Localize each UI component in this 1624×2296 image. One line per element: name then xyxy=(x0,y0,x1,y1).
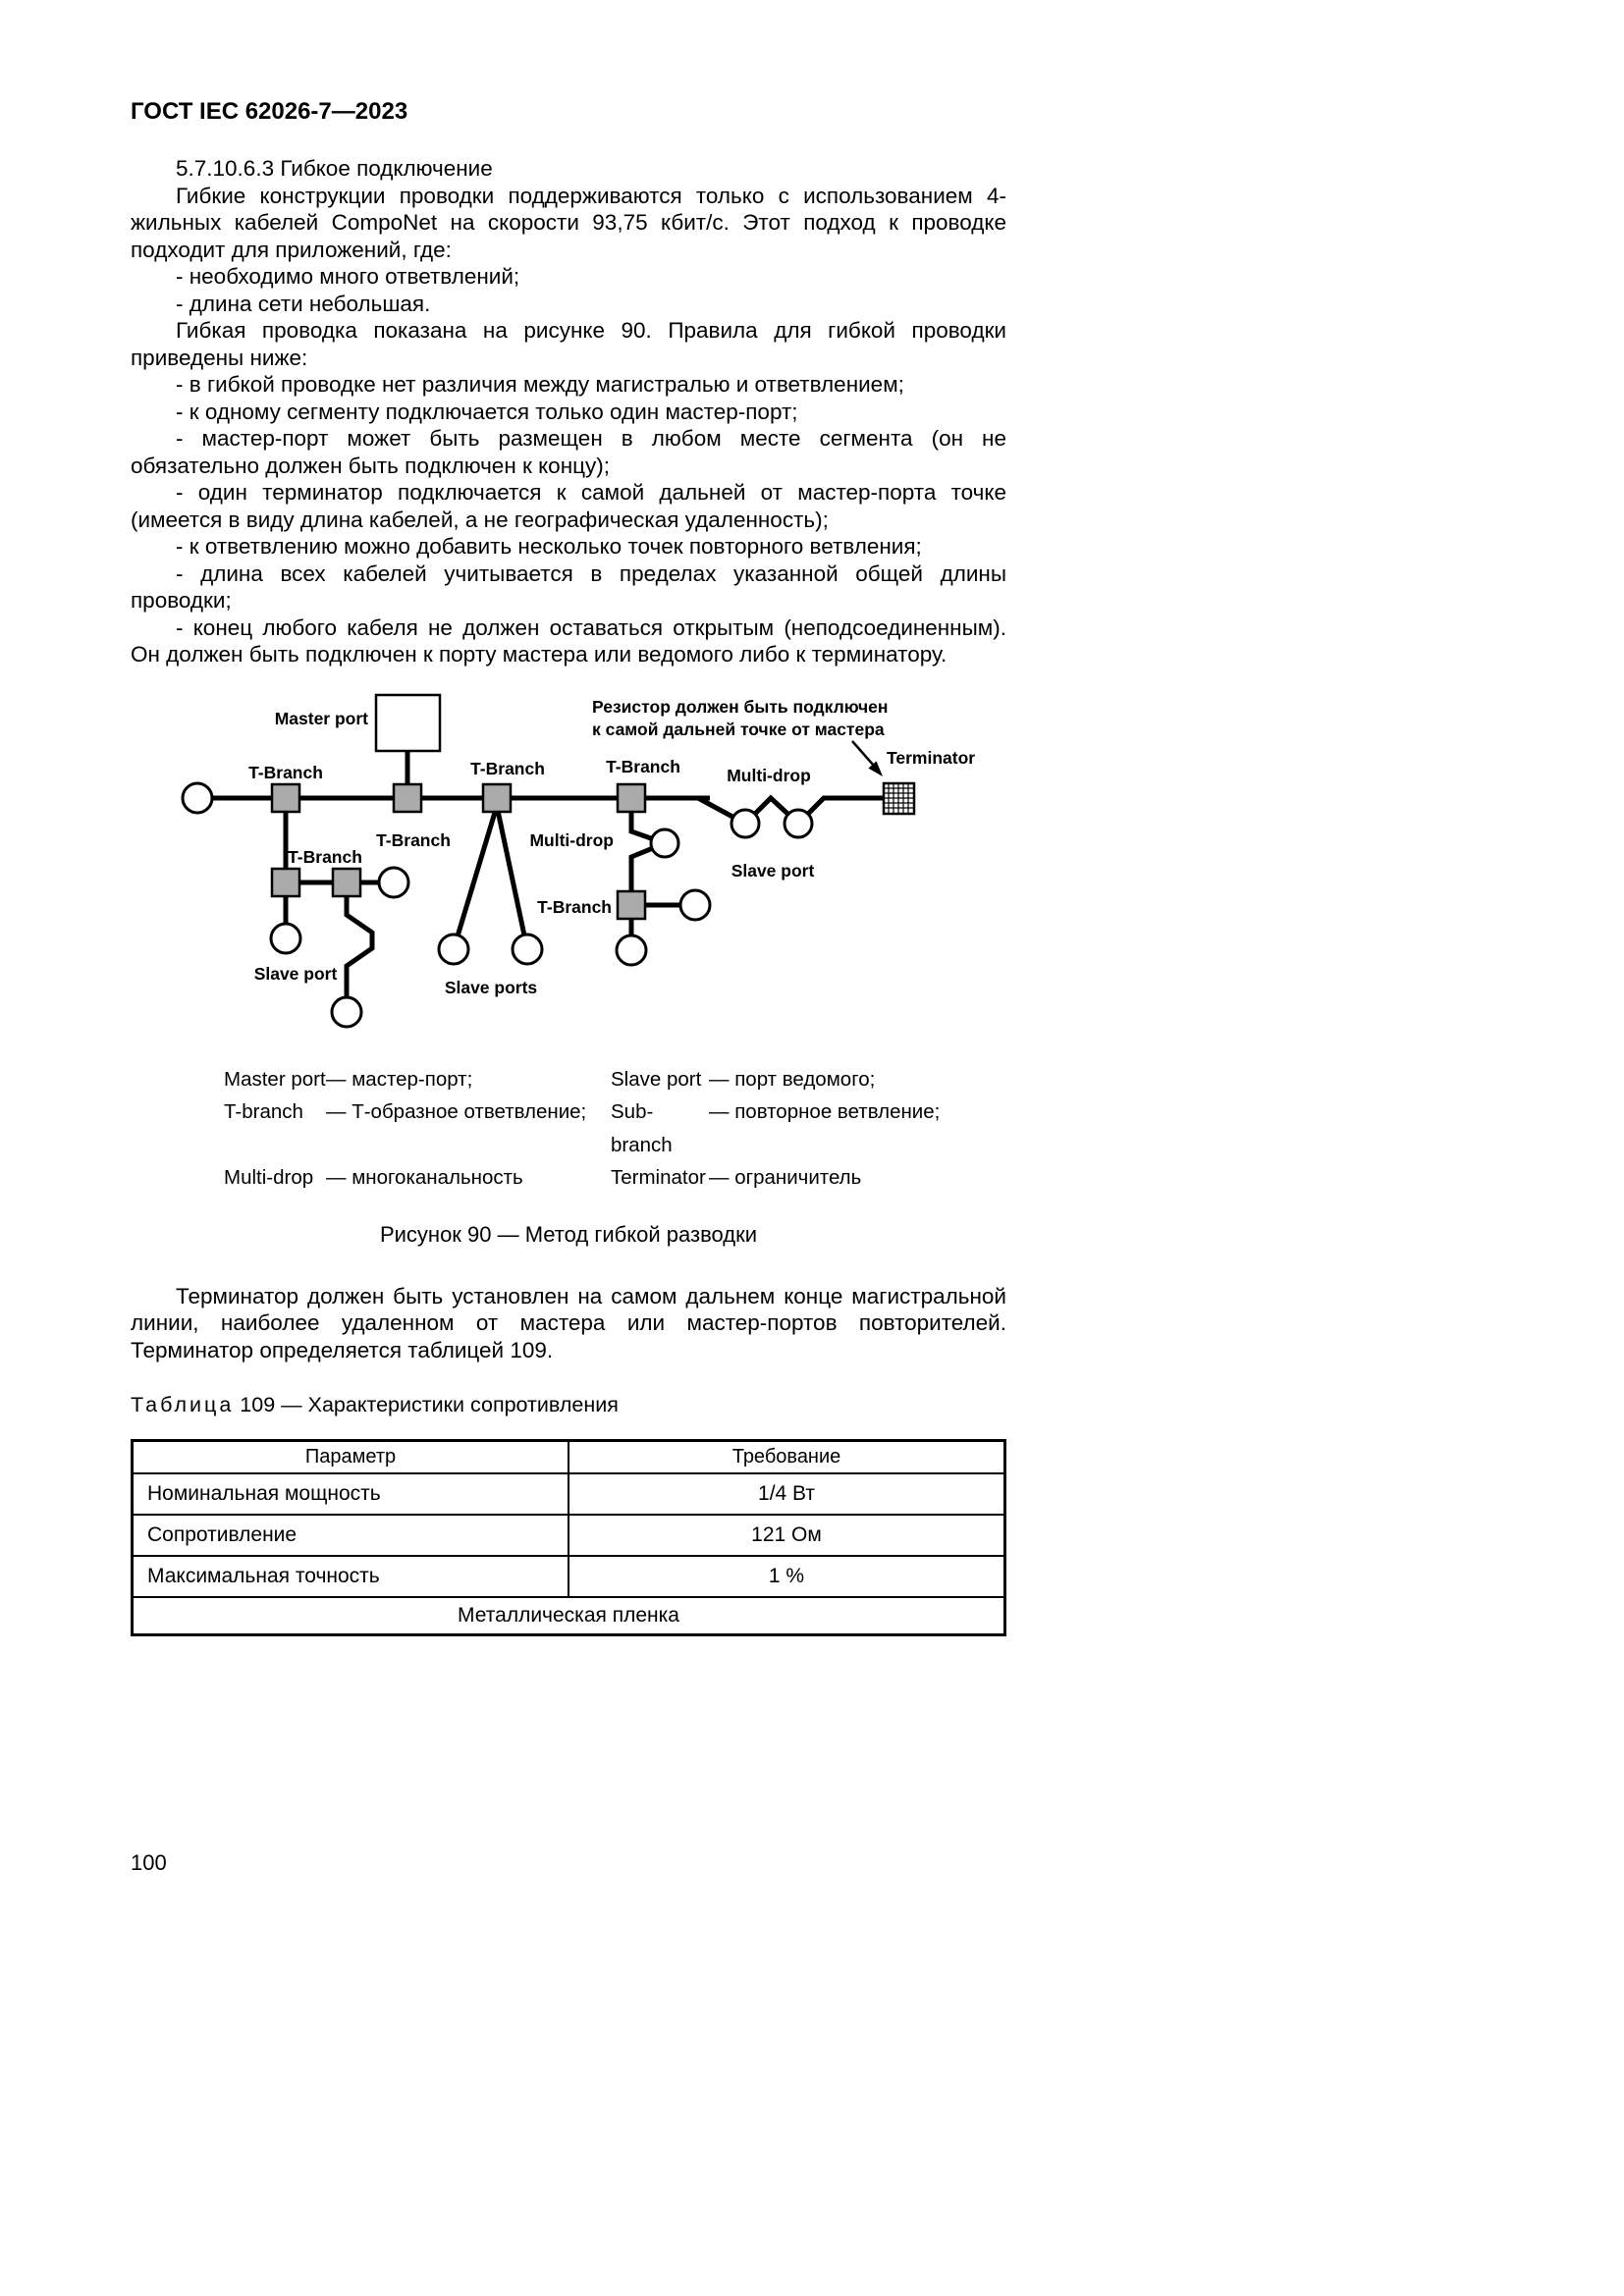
figure-90-diagram xyxy=(160,686,975,1049)
list-item: - длина всех кабелей учитывается в пределах указанной общей длины проводки; xyxy=(131,561,1006,613)
node-circle xyxy=(332,997,361,1027)
table-label-word: Таблица xyxy=(131,1393,235,1416)
annotation-arrow xyxy=(852,741,883,776)
table-span-row xyxy=(133,1597,1005,1635)
t-branch-connector xyxy=(394,784,421,812)
list-item: - мастер-порт может быть размещен в любом месте сегмента (он не обязательно должен быть подключен к концу); xyxy=(131,426,1006,478)
value-cell: 1/4 Вт xyxy=(568,1473,1005,1515)
param-cell: Номинальная мощность xyxy=(133,1473,569,1515)
table-header-row xyxy=(133,1440,1005,1473)
list-item: - один терминатор подключается к самой дальней от мастер-порта точке (имеется в виду длина кабелей, а не географическая удаленность); xyxy=(131,480,1006,532)
list-item: - к одному сегменту подключается только один мастер-порт; xyxy=(176,399,798,424)
list-item: - конец любого кабеля не должен оставаться открытым (неподсоединенным). Он должен быть подключен к порту мастера или ведомого либо к терминатору. xyxy=(131,614,1006,667)
slave-port-label: Slave port xyxy=(253,963,338,984)
paragraph: Гибкие конструкции проводки поддерживаются только с использованием 4-жильных кабелей CompoNet на скорости 93,75 кбит/с. Этот подход к проводке подходит для приложений, где: xyxy=(131,183,1006,262)
param-cell: Сопротивление xyxy=(133,1515,569,1556)
legend-definition: — Т-образное ответвление; xyxy=(326,1100,587,1123)
multi-drop-node xyxy=(785,810,812,837)
page-number: 100 xyxy=(131,1850,167,1875)
legend-term: Multi-drop xyxy=(224,1166,314,1189)
terminator-label: Terminator xyxy=(887,747,975,768)
t-branch-connector xyxy=(272,869,299,896)
t-branch-connector xyxy=(618,784,645,812)
legend-term: T-branch xyxy=(224,1100,303,1123)
t-branch-connector xyxy=(483,784,511,812)
node-circle xyxy=(183,783,212,813)
paragraph: Терминатор должен быть установлен на самом дальнем конце магистральной линии, наиболее удаленном от мастера или мастер-портов повторителей. Терминатор определяется таблицей 109. xyxy=(131,1283,1006,1362)
legend-row xyxy=(224,1095,1006,1161)
list-item: - длина сети небольшая. xyxy=(176,291,431,316)
legend-row xyxy=(224,1063,1006,1096)
t-branch-connector xyxy=(333,869,360,896)
branch-zigzag-line xyxy=(347,896,372,1012)
legend-definition: — ограничитель xyxy=(709,1166,862,1189)
t-branch-connector xyxy=(618,891,645,919)
legend-term: Master port xyxy=(224,1067,326,1091)
slave-ports-label: Slave ports xyxy=(444,977,538,997)
figure-90 xyxy=(131,686,1006,1049)
list-item: - к ответвлению можно добавить несколько точек повторного ветвления; xyxy=(176,534,922,559)
legend-term: Terminator xyxy=(611,1166,706,1189)
node-circle xyxy=(617,935,646,965)
slave-port-node xyxy=(513,934,542,964)
list-item: - в гибкой проводке нет различия между магистралью и ответвлением; xyxy=(176,372,904,397)
table-header-requirement: Требование xyxy=(568,1440,1005,1473)
param-cell: Максимальная точность xyxy=(133,1556,569,1597)
table-label-title: 109 — Характеристики сопротивления xyxy=(240,1393,619,1416)
figure-caption: Рисунок 90 — Метод гибкой разводки xyxy=(379,1221,758,1247)
t-branch-connector xyxy=(272,784,299,812)
section-heading: 5.7.10.6.3 Гибкое подключение xyxy=(176,156,493,181)
node-circle xyxy=(680,890,710,920)
paragraph: Гибкая проводка показана на рисунке 90. Правила для гибкой проводки приведены ниже: xyxy=(131,318,1006,370)
table-row xyxy=(133,1556,1005,1597)
table-header-param: Параметр xyxy=(133,1440,569,1473)
table-row xyxy=(133,1473,1005,1515)
multi-drop-node xyxy=(731,810,759,837)
value-cell: 121 Ом xyxy=(568,1515,1005,1556)
resistance-table xyxy=(131,1439,1006,1636)
table-label xyxy=(131,1393,1006,1417)
t-branch-label: T-Branch xyxy=(376,829,451,850)
t-branch-label: T-Branch xyxy=(470,758,545,778)
multi-drop-label: Multi-drop xyxy=(727,765,811,785)
t-branch-label: T-Branch xyxy=(537,896,612,917)
slave-port-label: Slave port xyxy=(731,860,815,881)
multi-drop-node xyxy=(651,829,678,857)
legend-definition: — повторное ветвление; xyxy=(709,1100,941,1123)
figure-legend xyxy=(224,1063,1006,1195)
slave-port-node xyxy=(439,934,468,964)
resistor-annotation-line2: к самой дальней точке от мастера xyxy=(592,719,885,739)
t-branch-label: T-Branch xyxy=(606,756,680,776)
legend-definition: — порт ведомого; xyxy=(709,1067,876,1091)
multi-drop-label: Multi-drop xyxy=(529,829,614,850)
document-header: ГОСТ IEC 62026-7—2023 xyxy=(131,98,408,125)
resistor-annotation-line1: Резистор должен быть подключен xyxy=(592,696,889,717)
span-cell: Металлическая пленка xyxy=(133,1597,1005,1635)
legend-term: Sub-branch xyxy=(611,1100,673,1156)
master-port-box xyxy=(376,695,440,751)
terminator-box xyxy=(884,783,914,814)
t-branch-label: T-Branch xyxy=(288,846,362,867)
slave-port-node xyxy=(271,924,300,953)
legend-term: Slave port xyxy=(611,1067,702,1091)
page-content xyxy=(131,98,1006,1636)
table-row xyxy=(133,1515,1005,1556)
list-item: - необходимо много ответвлений; xyxy=(176,264,520,289)
value-cell: 1 % xyxy=(568,1556,1005,1597)
legend-definition: — многоканальность xyxy=(326,1166,523,1189)
master-port-label: Master port xyxy=(274,708,368,728)
legend-definition: — мастер-порт; xyxy=(326,1067,473,1091)
t-branch-label: T-Branch xyxy=(248,762,323,782)
legend-row xyxy=(224,1161,1006,1195)
node-circle xyxy=(379,868,408,897)
